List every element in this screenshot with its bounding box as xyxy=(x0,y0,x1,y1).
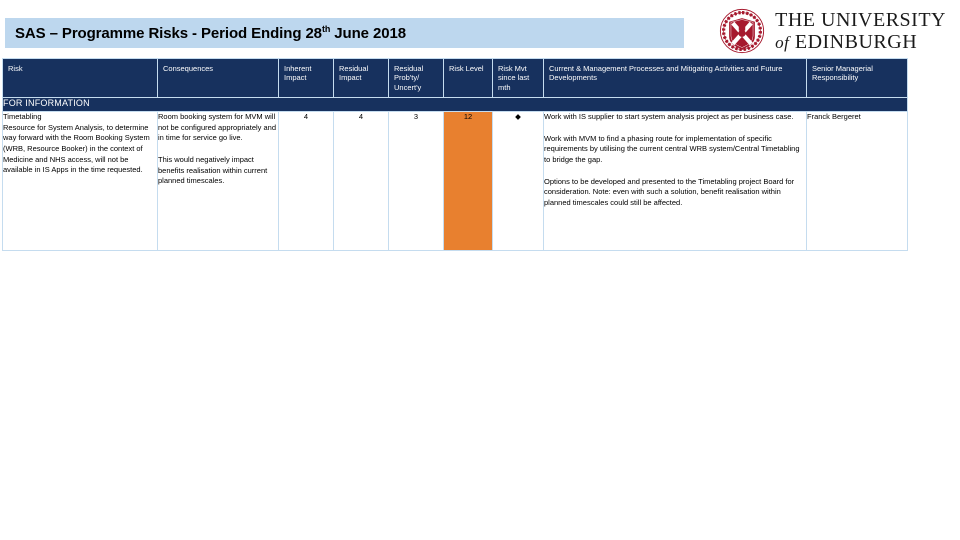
column-header-residual-probability: Residual Prob'ty/ Uncert'y xyxy=(389,59,444,98)
wordmark-line-2 xyxy=(775,32,946,52)
column-header-inherent-impact: Inherent Impact xyxy=(279,59,334,98)
cell-risk-description xyxy=(3,112,158,251)
risk-detail: Resource for System Analysis, to determine way forward with the Room Booking System (WRB, Resource Booker) in the context of Medicine and NHS access, will not be available in IS Apps in the time requested. xyxy=(3,122,150,175)
consequence-paragraph-1: Room booking system for MVM will not be configured appropriately and in time for service go live. xyxy=(158,112,277,143)
table-header-row xyxy=(3,59,908,98)
mitigation-paragraph-3: Options to be developed and presented to the Timetabling project Board for consideration. Note: even with such a solution, benefit realisation within planned timescales could still be affected. xyxy=(544,176,795,207)
page-title-prefix: SAS – Programme Risks - Period Ending 28 xyxy=(15,25,322,42)
section-band-row xyxy=(3,98,908,112)
mitigation-paragraph-2: Work with MVM to find a phasing route for implementation of specific requirements by utilising the current central WRB system/Central Timetabling to bridge the gap. xyxy=(544,133,800,164)
column-header-senior-manager: Senior Managerial Responsibility xyxy=(807,59,908,98)
university-of-edinburgh-crest-icon xyxy=(719,8,765,54)
wordmark-edinburgh: EDINBURGH xyxy=(794,31,918,53)
mitigation-paragraph-1: Work with IS supplier to start system analysis project as per business case. xyxy=(544,112,794,121)
wordmark-line-1: THE UNIVERSITY xyxy=(775,9,946,31)
cell-senior-manager: Franck Bergeret xyxy=(807,112,908,251)
page-title-bar xyxy=(5,18,684,48)
column-header-risk-level: Risk Level xyxy=(444,59,493,98)
cell-residual-impact: 4 xyxy=(334,112,389,251)
risk-movement-no-change-diamond-icon: ◆ xyxy=(493,112,544,251)
cell-residual-probability: 3 xyxy=(389,112,444,251)
table-row xyxy=(3,112,908,251)
page-title xyxy=(5,24,406,42)
column-header-consequences: Consequences xyxy=(158,59,279,98)
university-wordmark xyxy=(775,10,946,52)
cell-inherent-impact: 4 xyxy=(279,112,334,251)
cell-risk-level: 12 xyxy=(444,112,493,251)
column-header-residual-impact: Residual Impact xyxy=(334,59,389,98)
page-title-ordinal: th xyxy=(321,24,331,34)
programme-risks-table xyxy=(2,58,908,251)
cell-mitigating-activities xyxy=(544,112,807,251)
risk-title: Timetabling xyxy=(3,112,42,121)
column-header-risk: Risk xyxy=(3,59,158,98)
university-logo xyxy=(719,8,946,54)
cell-consequences xyxy=(158,112,279,251)
column-header-risk-movement: Risk Mvt since last mth xyxy=(493,59,544,98)
page-title-suffix: June 2018 xyxy=(330,25,406,42)
wordmark-of: of xyxy=(775,33,790,52)
consequence-paragraph-2: This would negatively impact benefits realisation within current planned timescales. xyxy=(158,154,268,186)
section-band-label: FOR INFORMATION xyxy=(3,98,908,112)
column-header-mitigating-activities: Current & Management Processes and Mitigating Activities and Future Developments xyxy=(544,59,807,98)
